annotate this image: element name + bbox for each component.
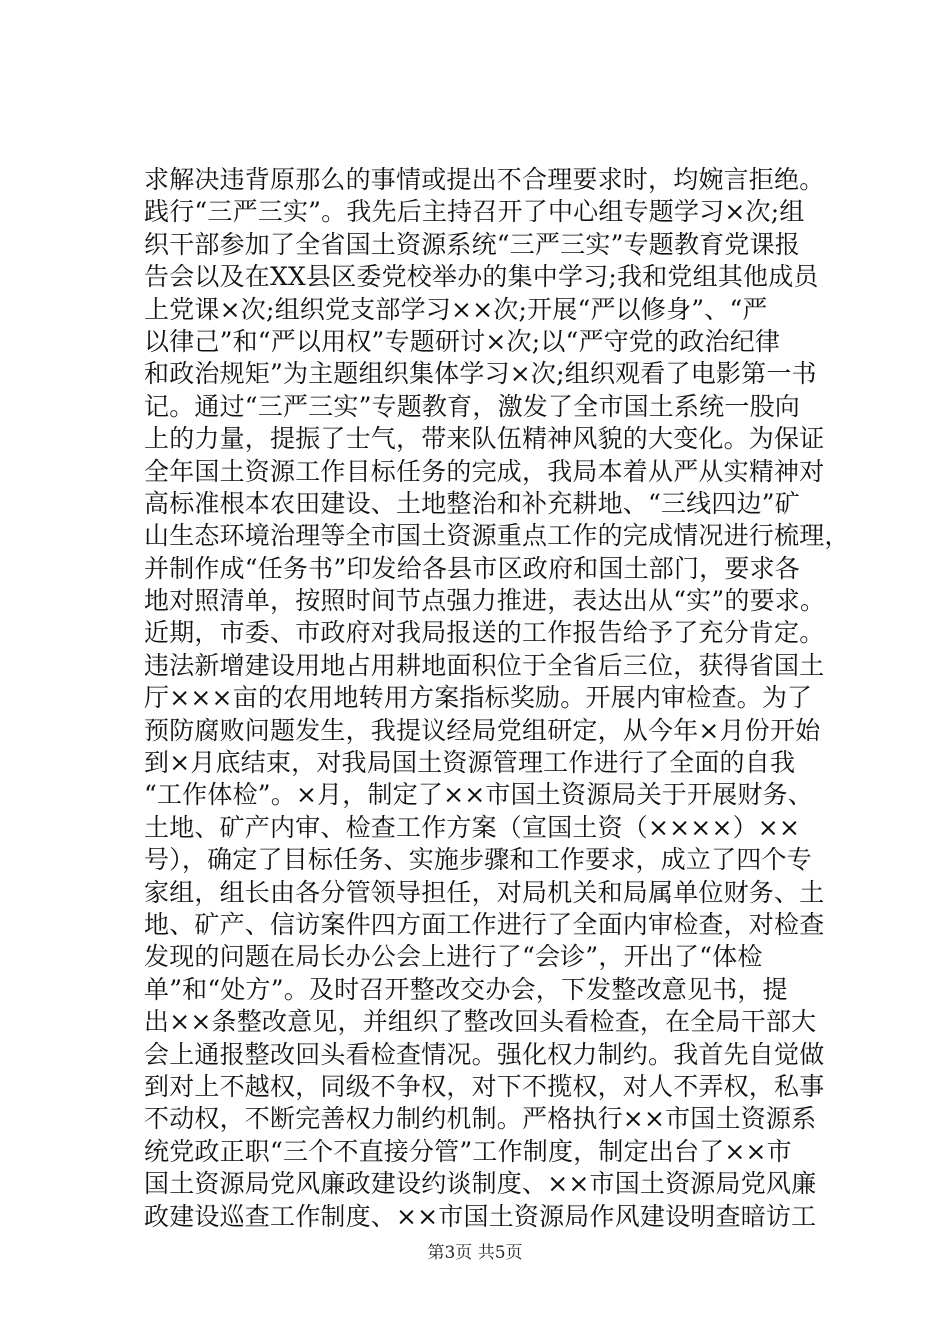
text-line: 家组，组长由各分管领导担任，对局机关和局属单位财务、土 — [144, 877, 825, 907]
text-line: 织干部参加了全省国土资源系统“三严三实”专题教育党课报 — [144, 229, 800, 259]
text-line: 上的力量，提振了士气，带来队伍精神风貌的大变化。为保证 — [144, 424, 825, 454]
text-line: 会上通报整改回头看检查情况。强化权力制约。我首先自觉做 — [144, 1039, 825, 1069]
text-line: 预防腐败问题发生，我提议经局党组研定，从今年×月份开始 — [144, 715, 821, 745]
text-line: 告会以及在XX县区委党校举办的集中学习;我和党组其他成员 — [144, 262, 819, 292]
text-line: 厅×××亩的农用地转用方案指标奖励。开展内审检查。为了 — [144, 683, 813, 713]
text-line: 全年国土资源工作目标任务的完成，我局本着从严从实精神对 — [144, 456, 825, 486]
text-line: 违法新增建设用地占用耕地面积位于全省后三位，获得省国土 — [144, 650, 825, 680]
text-line: 统党政正职“三个不直接分管”工作制度，制定出台了××市 — [144, 1136, 792, 1166]
text-line: 地、矿产、信访案件四方面工作进行了全面内审检查，对检查 — [144, 909, 825, 939]
body-text — [144, 164, 850, 1233]
text-line: 求解决违背原那么的事情或提出不合理要求时，均婉言拒绝。 — [144, 165, 825, 194]
text-line: 上党课×次;组织党支部学习××次;开展“严以修身”、“严 — [144, 294, 768, 324]
text-line: 近期，市委、市政府对我局报送的工作报告给予了充分肯定。 — [144, 618, 825, 648]
page-number-footer: 第3页 共5页 — [427, 1243, 523, 1263]
text-line: 单”和“处方”。及时召开整改交办会，下发整改意见书，提 — [144, 974, 788, 1004]
text-line: 以律己”和“严以用权”专题研讨×次;以“严守党的政治纪律 — [144, 326, 781, 356]
text-line: 践行“三严三实”。我先后主持召开了中心组专题学习×次;组 — [144, 197, 805, 227]
text-line: 号），确定了目标任务、实施步骤和工作要求，成立了四个专 — [144, 845, 812, 875]
text-line: 土地、矿产内审、检查工作方案（宣国土资（××××）×× — [144, 812, 801, 842]
text-line: 地对照清单，按照时间节点强力推进，表达出从“实”的要求。 — [144, 586, 826, 616]
text-line: 国土资源局党风廉政建设约谈制度、××市国土资源局党风廉 — [144, 1169, 817, 1199]
text-line: 到×月底结束，对我局国土资源管理工作进行了全面的自我 — [144, 748, 796, 778]
text-line: 不动权，不断完善权力制约机制。严格执行××市国土资源系 — [144, 1104, 817, 1134]
text-line: 并制作成“任务书”印发给各县市区政府和国土部门，要求各 — [144, 553, 800, 583]
text-line: 山生态环境治理等全市国土资源重点工作的完成情况进行梳理， — [144, 521, 850, 551]
text-line: 到对上不越权，同级不争权，对下不揽权，对人不弄权，私事 — [144, 1071, 825, 1101]
text-line: 发现的问题在局长办公会上进行了“会诊”，开出了“体检 — [144, 942, 763, 972]
text-line: 高标准根本农田建设、土地整治和补充耕地、“三线四边”矿 — [144, 488, 800, 518]
text-line: 记。通过“三严三实”专题教育，激发了全市国土系统一股向 — [144, 391, 800, 421]
text-line: “工作体检”。×月，制定了××市国土资源局关于开展财务、 — [144, 780, 814, 810]
text-line: 政建设巡查工作制度、××市国土资源局作风建设明查暗访工 — [144, 1201, 817, 1231]
text-line: 和政治规矩”为主题组织集体学习×次;组织观看了电影第一书 — [144, 359, 817, 389]
text-line: 出××条整改意见，并组织了整改回头看检查，在全局干部大 — [144, 1007, 817, 1037]
